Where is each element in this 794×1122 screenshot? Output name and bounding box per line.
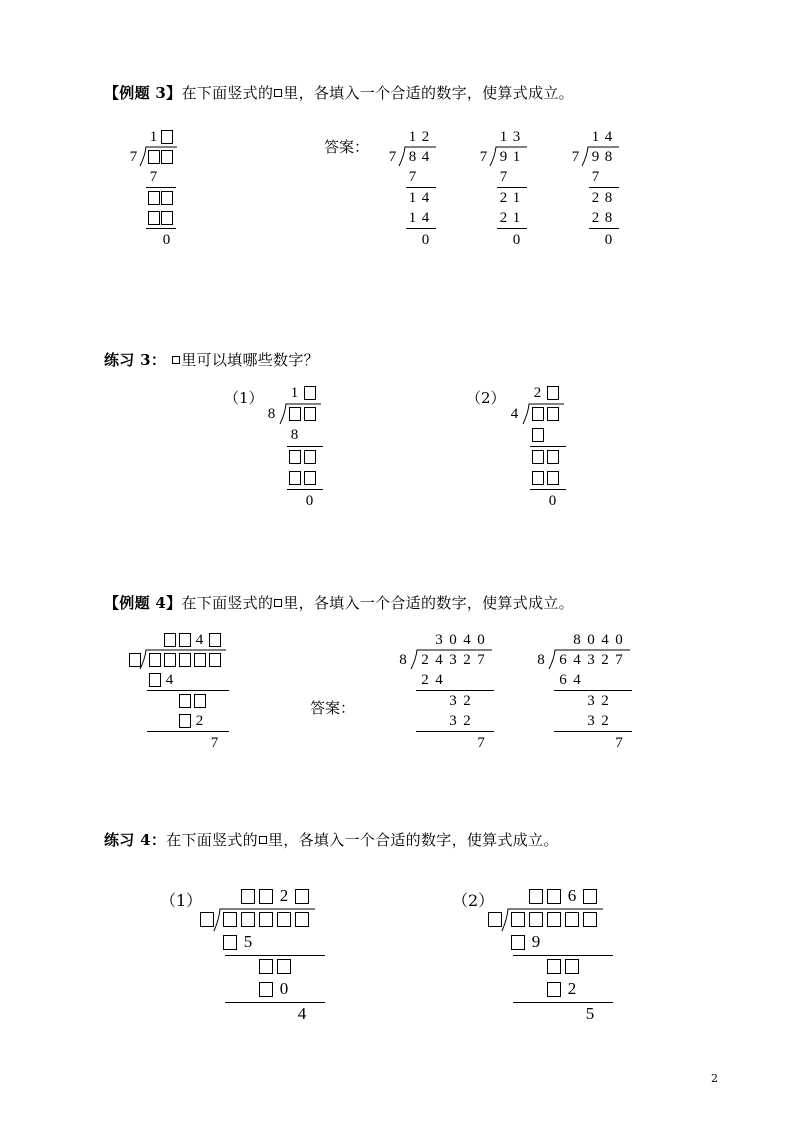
ex3-answer-2-step3 xyxy=(497,208,523,228)
digit: 9 xyxy=(499,148,508,165)
square-icon xyxy=(274,89,282,97)
digit: 3 xyxy=(587,692,595,709)
blank-box[interactable] xyxy=(287,404,302,424)
pr3-item-2-line2 xyxy=(530,489,566,490)
digit: 4 xyxy=(604,128,613,145)
digit: 8 xyxy=(537,651,545,668)
ex3-puzzle-step1 xyxy=(147,167,160,187)
blank-box[interactable] xyxy=(530,447,545,467)
ex3-answer-1-step2 xyxy=(406,188,432,208)
blank-box[interactable] xyxy=(177,630,192,650)
practice3-heading: 练习 3： 里可以填哪些数字？ xyxy=(104,351,319,369)
digit: 4 xyxy=(165,671,174,688)
blank-box[interactable] xyxy=(162,630,177,650)
blank-box[interactable] xyxy=(545,468,560,488)
blank-box[interactable] xyxy=(147,670,162,690)
digit: 8 xyxy=(267,405,276,422)
square-icon xyxy=(172,356,180,364)
digit: 2 xyxy=(499,209,508,226)
pr3-item-1-step2 xyxy=(287,447,317,467)
digit: 2 xyxy=(195,712,204,729)
digit: 2 xyxy=(591,189,600,206)
ex4-answer-2-line2 xyxy=(554,731,632,732)
square-icon xyxy=(274,599,282,607)
digit: 3 xyxy=(587,651,595,668)
practice3-item2-label: （2） xyxy=(466,389,506,407)
example3-answer-label: 答案： xyxy=(324,138,370,156)
digit: 3 xyxy=(449,692,457,709)
digit: 1 xyxy=(408,128,417,145)
blank-box[interactable] xyxy=(160,188,173,208)
digit: 4 xyxy=(297,1004,307,1023)
example3-heading: 【例题 3】在下面竖式的 里，各填入一个合适的数字，使算式成立。 xyxy=(104,84,574,102)
digit: 7 xyxy=(477,651,485,668)
digit: 0 xyxy=(512,231,521,248)
blank-box[interactable] xyxy=(527,885,545,907)
ex3-answer-2-step2 xyxy=(497,188,523,208)
ex3-answer-1-quotient xyxy=(406,127,432,147)
blank-box[interactable] xyxy=(160,147,173,167)
practice4-item1-label: （1） xyxy=(160,891,203,910)
blank-box[interactable] xyxy=(287,468,302,488)
blank-box[interactable] xyxy=(302,383,317,403)
digit: 8 xyxy=(573,631,581,648)
ex4-answer-1-dividend xyxy=(418,650,488,670)
digit: 5 xyxy=(585,1004,595,1023)
ex3-answer-1-remainder xyxy=(419,230,432,250)
blank-box[interactable] xyxy=(207,650,222,670)
digit: 2 xyxy=(601,692,609,709)
ex4-puzzle-quotient xyxy=(162,630,222,650)
digit: 4 xyxy=(435,651,443,668)
ex4-puzzle-line2 xyxy=(147,731,229,732)
digit: 2 xyxy=(421,128,430,145)
digit: 4 xyxy=(421,148,430,165)
blank-box[interactable] xyxy=(147,147,160,167)
ex3-puzzle-step3 xyxy=(147,208,173,228)
digit: 2 xyxy=(533,384,542,401)
digit: 2 xyxy=(463,651,471,668)
blank-box[interactable] xyxy=(257,908,275,930)
blank-box[interactable] xyxy=(160,127,173,147)
digit: 2 xyxy=(463,712,471,729)
pr4-item-2-remainder xyxy=(581,1004,599,1024)
blank-box[interactable] xyxy=(207,630,222,650)
blank-box[interactable] xyxy=(527,908,545,930)
digit: 0 xyxy=(477,631,485,648)
pr3-item-1-divisor xyxy=(264,404,279,424)
ex4-answer-2-divisor xyxy=(534,650,548,670)
ex4-answer-1-quotient xyxy=(432,630,488,650)
blank-box[interactable] xyxy=(221,931,239,953)
pr4-item-1-step3 xyxy=(257,979,293,999)
example4-heading: 【例题 4】在下面竖式的 里，各填入一个合适的数字，使算式成立。 xyxy=(104,594,574,612)
example4-answer-label: 答案： xyxy=(310,699,356,717)
blank-box[interactable] xyxy=(239,908,257,930)
blank-box[interactable] xyxy=(545,447,560,467)
digit: 8 xyxy=(399,651,407,668)
digit: 9 xyxy=(531,932,541,951)
square-icon xyxy=(259,836,267,844)
pr3-item-1-dividend xyxy=(287,404,317,424)
digit: 7 xyxy=(615,734,623,751)
ex3-answer-1-line2 xyxy=(406,228,436,229)
digit: 2 xyxy=(421,671,429,688)
blank-box[interactable] xyxy=(581,885,599,907)
ex4-answer-2-remainder xyxy=(612,733,626,753)
ex3-answer-1-dividend xyxy=(406,147,432,167)
ex3-puzzle-step2 xyxy=(147,188,173,208)
pr3-item-1-step3 xyxy=(287,468,317,488)
pr3-item-2-step2 xyxy=(530,447,560,467)
blank-box[interactable] xyxy=(177,711,192,731)
digit: 5 xyxy=(243,932,253,951)
digit: 2 xyxy=(279,886,289,905)
pr3-item-2-dividend xyxy=(530,404,560,424)
digit: 7 xyxy=(479,148,488,165)
pr3-item-1-remainder xyxy=(302,491,317,511)
digit: 7 xyxy=(210,734,219,751)
blank-box[interactable] xyxy=(302,468,317,488)
ex4-answer-1-divisor xyxy=(396,650,410,670)
page-number: 2 xyxy=(711,1072,718,1085)
digit: 1 xyxy=(408,189,417,206)
ex4-puzzle-step3 xyxy=(177,711,207,731)
digit: 2 xyxy=(601,712,609,729)
digit: 8 xyxy=(604,189,613,206)
digit: 0 xyxy=(162,231,171,248)
blank-box[interactable] xyxy=(302,447,317,467)
ex4-answer-2-step3 xyxy=(584,711,612,731)
digit: 2 xyxy=(567,979,577,998)
ex4-puzzle-dividend xyxy=(147,650,222,670)
ex4-answer-1-remainder xyxy=(474,733,488,753)
blank-box[interactable] xyxy=(162,650,177,670)
pr4-item-1-quotient xyxy=(239,886,311,906)
blank-box[interactable] xyxy=(545,885,563,907)
pr4-item-2-quotient xyxy=(527,886,599,906)
ex3-answer-3-step3 xyxy=(589,208,615,228)
blank-box[interactable] xyxy=(147,650,162,670)
ex3-answer-1-step1 xyxy=(406,167,419,187)
ex3-answer-1-step3 xyxy=(406,208,432,228)
ex3-answer-3-dividend xyxy=(589,147,615,167)
blank-box[interactable] xyxy=(302,404,317,424)
ex4-answer-1-step2 xyxy=(446,691,474,711)
digit: 1 xyxy=(290,384,299,401)
blank-box[interactable] xyxy=(287,447,302,467)
ex3-puzzle-dividend xyxy=(147,147,173,167)
digit: 7 xyxy=(388,148,397,165)
digit: 7 xyxy=(591,168,600,185)
blank-box[interactable] xyxy=(275,955,293,977)
digit: 1 xyxy=(149,128,158,145)
ex3-answer-2-line2 xyxy=(497,228,527,229)
ex4-answer-1-line2 xyxy=(416,731,494,732)
digit: 7 xyxy=(477,734,485,751)
digit: 8 xyxy=(604,209,613,226)
ex4-puzzle-step2 xyxy=(177,691,207,711)
digit: 7 xyxy=(149,168,158,185)
digit: 4 xyxy=(510,405,519,422)
digit: 6 xyxy=(559,651,567,668)
digit: 4 xyxy=(573,651,581,668)
pr4-item-2-dividend xyxy=(509,909,599,929)
blank-box[interactable] xyxy=(293,885,311,907)
ex3-answer-2-dividend xyxy=(497,147,523,167)
blank-box[interactable] xyxy=(160,208,173,228)
blank-box[interactable] xyxy=(581,908,599,930)
ex4-answer-1-step3 xyxy=(446,711,474,731)
blank-box[interactable] xyxy=(147,208,160,228)
ex4-puzzle-step1 xyxy=(147,670,177,690)
pr3-item-1-step1 xyxy=(287,425,302,445)
digit: 0 xyxy=(305,492,314,509)
blank-box[interactable] xyxy=(545,404,560,424)
ex3-answer-2-step1 xyxy=(497,167,510,187)
pr3-item-1-line2 xyxy=(287,489,323,490)
digit: 0 xyxy=(615,631,623,648)
blank-box[interactable] xyxy=(545,955,563,977)
digit: 4 xyxy=(421,209,430,226)
pr4-item-1-step2 xyxy=(257,956,293,976)
digit: 3 xyxy=(512,128,521,145)
pr4-item-1-remainder xyxy=(293,1004,311,1024)
pr3-item-2-divisor xyxy=(507,404,522,424)
ex4-answer-2-step1 xyxy=(556,670,584,690)
digit: 9 xyxy=(591,148,600,165)
pr3-item-2-quotient xyxy=(530,383,560,403)
blank-box[interactable] xyxy=(192,691,207,711)
pr4-item-2-step2 xyxy=(545,956,581,976)
pr4-item-1-step1 xyxy=(221,932,257,952)
digit: 3 xyxy=(449,651,457,668)
digit: 4 xyxy=(421,189,430,206)
digit: 3 xyxy=(587,712,595,729)
blank-box[interactable] xyxy=(545,978,563,1000)
digit: 0 xyxy=(449,631,457,648)
blank-box[interactable] xyxy=(563,955,581,977)
digit: 8 xyxy=(408,148,417,165)
digit: 7 xyxy=(571,148,580,165)
digit: 4 xyxy=(195,631,204,648)
ex3-answer-3-quotient xyxy=(589,127,615,147)
ex3-puzzle-quotient xyxy=(147,127,173,147)
ex3-answer-2-remainder xyxy=(510,230,523,250)
ex3-puzzle-line2 xyxy=(146,228,176,229)
blank-box[interactable] xyxy=(545,383,560,403)
ex4-puzzle-remainder xyxy=(207,733,222,753)
ex3-answer-3-line2 xyxy=(589,228,619,229)
digit: 0 xyxy=(604,231,613,248)
digit: 8 xyxy=(604,148,613,165)
digit: 6 xyxy=(559,671,567,688)
digit: 2 xyxy=(601,651,609,668)
digit: 4 xyxy=(573,671,581,688)
pr4-item-2-step3 xyxy=(545,979,581,999)
digit: 0 xyxy=(548,492,557,509)
blank-box[interactable] xyxy=(147,188,160,208)
digit: 3 xyxy=(449,712,457,729)
blank-box[interactable] xyxy=(192,650,207,670)
blank-box[interactable] xyxy=(221,908,239,930)
practice4-item2-label: （2） xyxy=(452,891,495,910)
digit: 2 xyxy=(421,651,429,668)
ex3-puzzle-remainder xyxy=(160,230,173,250)
pr4-item-1-dividend xyxy=(221,909,311,929)
digit: 2 xyxy=(463,692,471,709)
digit: 0 xyxy=(421,231,430,248)
blank-box[interactable] xyxy=(530,425,545,445)
pr3-item-1-quotient xyxy=(287,383,317,403)
ex3-answer-3-step2 xyxy=(589,188,615,208)
blank-box[interactable] xyxy=(257,885,275,907)
digit: 7 xyxy=(408,168,417,185)
ex4-answer-2-dividend xyxy=(556,650,626,670)
blank-box[interactable] xyxy=(257,978,275,1000)
blank-box[interactable] xyxy=(177,650,192,670)
ex3-answer-2-quotient xyxy=(497,127,523,147)
pr3-item-2-remainder xyxy=(545,491,560,511)
ex4-answer-1-step1 xyxy=(418,670,446,690)
digit: 1 xyxy=(512,148,521,165)
digit: 4 xyxy=(601,631,609,648)
blank-box[interactable] xyxy=(545,908,563,930)
digit: 7 xyxy=(499,168,508,185)
blank-box[interactable] xyxy=(293,908,311,930)
digit: 7 xyxy=(615,651,623,668)
pr3-item-2-step3 xyxy=(530,468,560,488)
blank-box[interactable] xyxy=(509,908,527,930)
blank-box[interactable] xyxy=(177,691,192,711)
digit: 2 xyxy=(499,189,508,206)
digit: 2 xyxy=(591,209,600,226)
practice3-item1-label: （1） xyxy=(224,389,264,407)
blank-box[interactable] xyxy=(275,908,293,930)
digit: 7 xyxy=(129,148,138,165)
digit: 0 xyxy=(279,979,289,998)
digit: 1 xyxy=(408,209,417,226)
digit: 1 xyxy=(591,128,600,145)
pr3-item-2-step1 xyxy=(530,425,545,445)
pr4-item-2-step1 xyxy=(509,932,545,952)
digit: 1 xyxy=(499,128,508,145)
ex4-answer-2-step2 xyxy=(584,691,612,711)
ex3-answer-3-remainder xyxy=(602,230,615,250)
digit: 1 xyxy=(512,209,521,226)
digit: 6 xyxy=(567,886,577,905)
practice4-heading: 练习 4：在下面竖式的 里，各填入一个合适的数字，使算式成立。 xyxy=(104,831,559,849)
blank-box[interactable] xyxy=(530,404,545,424)
blank-box[interactable] xyxy=(509,931,527,953)
blank-box[interactable] xyxy=(257,955,275,977)
ex4-answer-2-quotient xyxy=(570,630,626,650)
digit: 4 xyxy=(435,671,443,688)
digit: 1 xyxy=(512,189,521,206)
ex3-answer-3-step1 xyxy=(589,167,602,187)
digit: 4 xyxy=(463,631,471,648)
digit: 8 xyxy=(290,426,299,443)
blank-box[interactable] xyxy=(563,908,581,930)
digit: 3 xyxy=(435,631,443,648)
digit: 0 xyxy=(587,631,595,648)
blank-box[interactable] xyxy=(239,885,257,907)
blank-box[interactable] xyxy=(530,468,545,488)
